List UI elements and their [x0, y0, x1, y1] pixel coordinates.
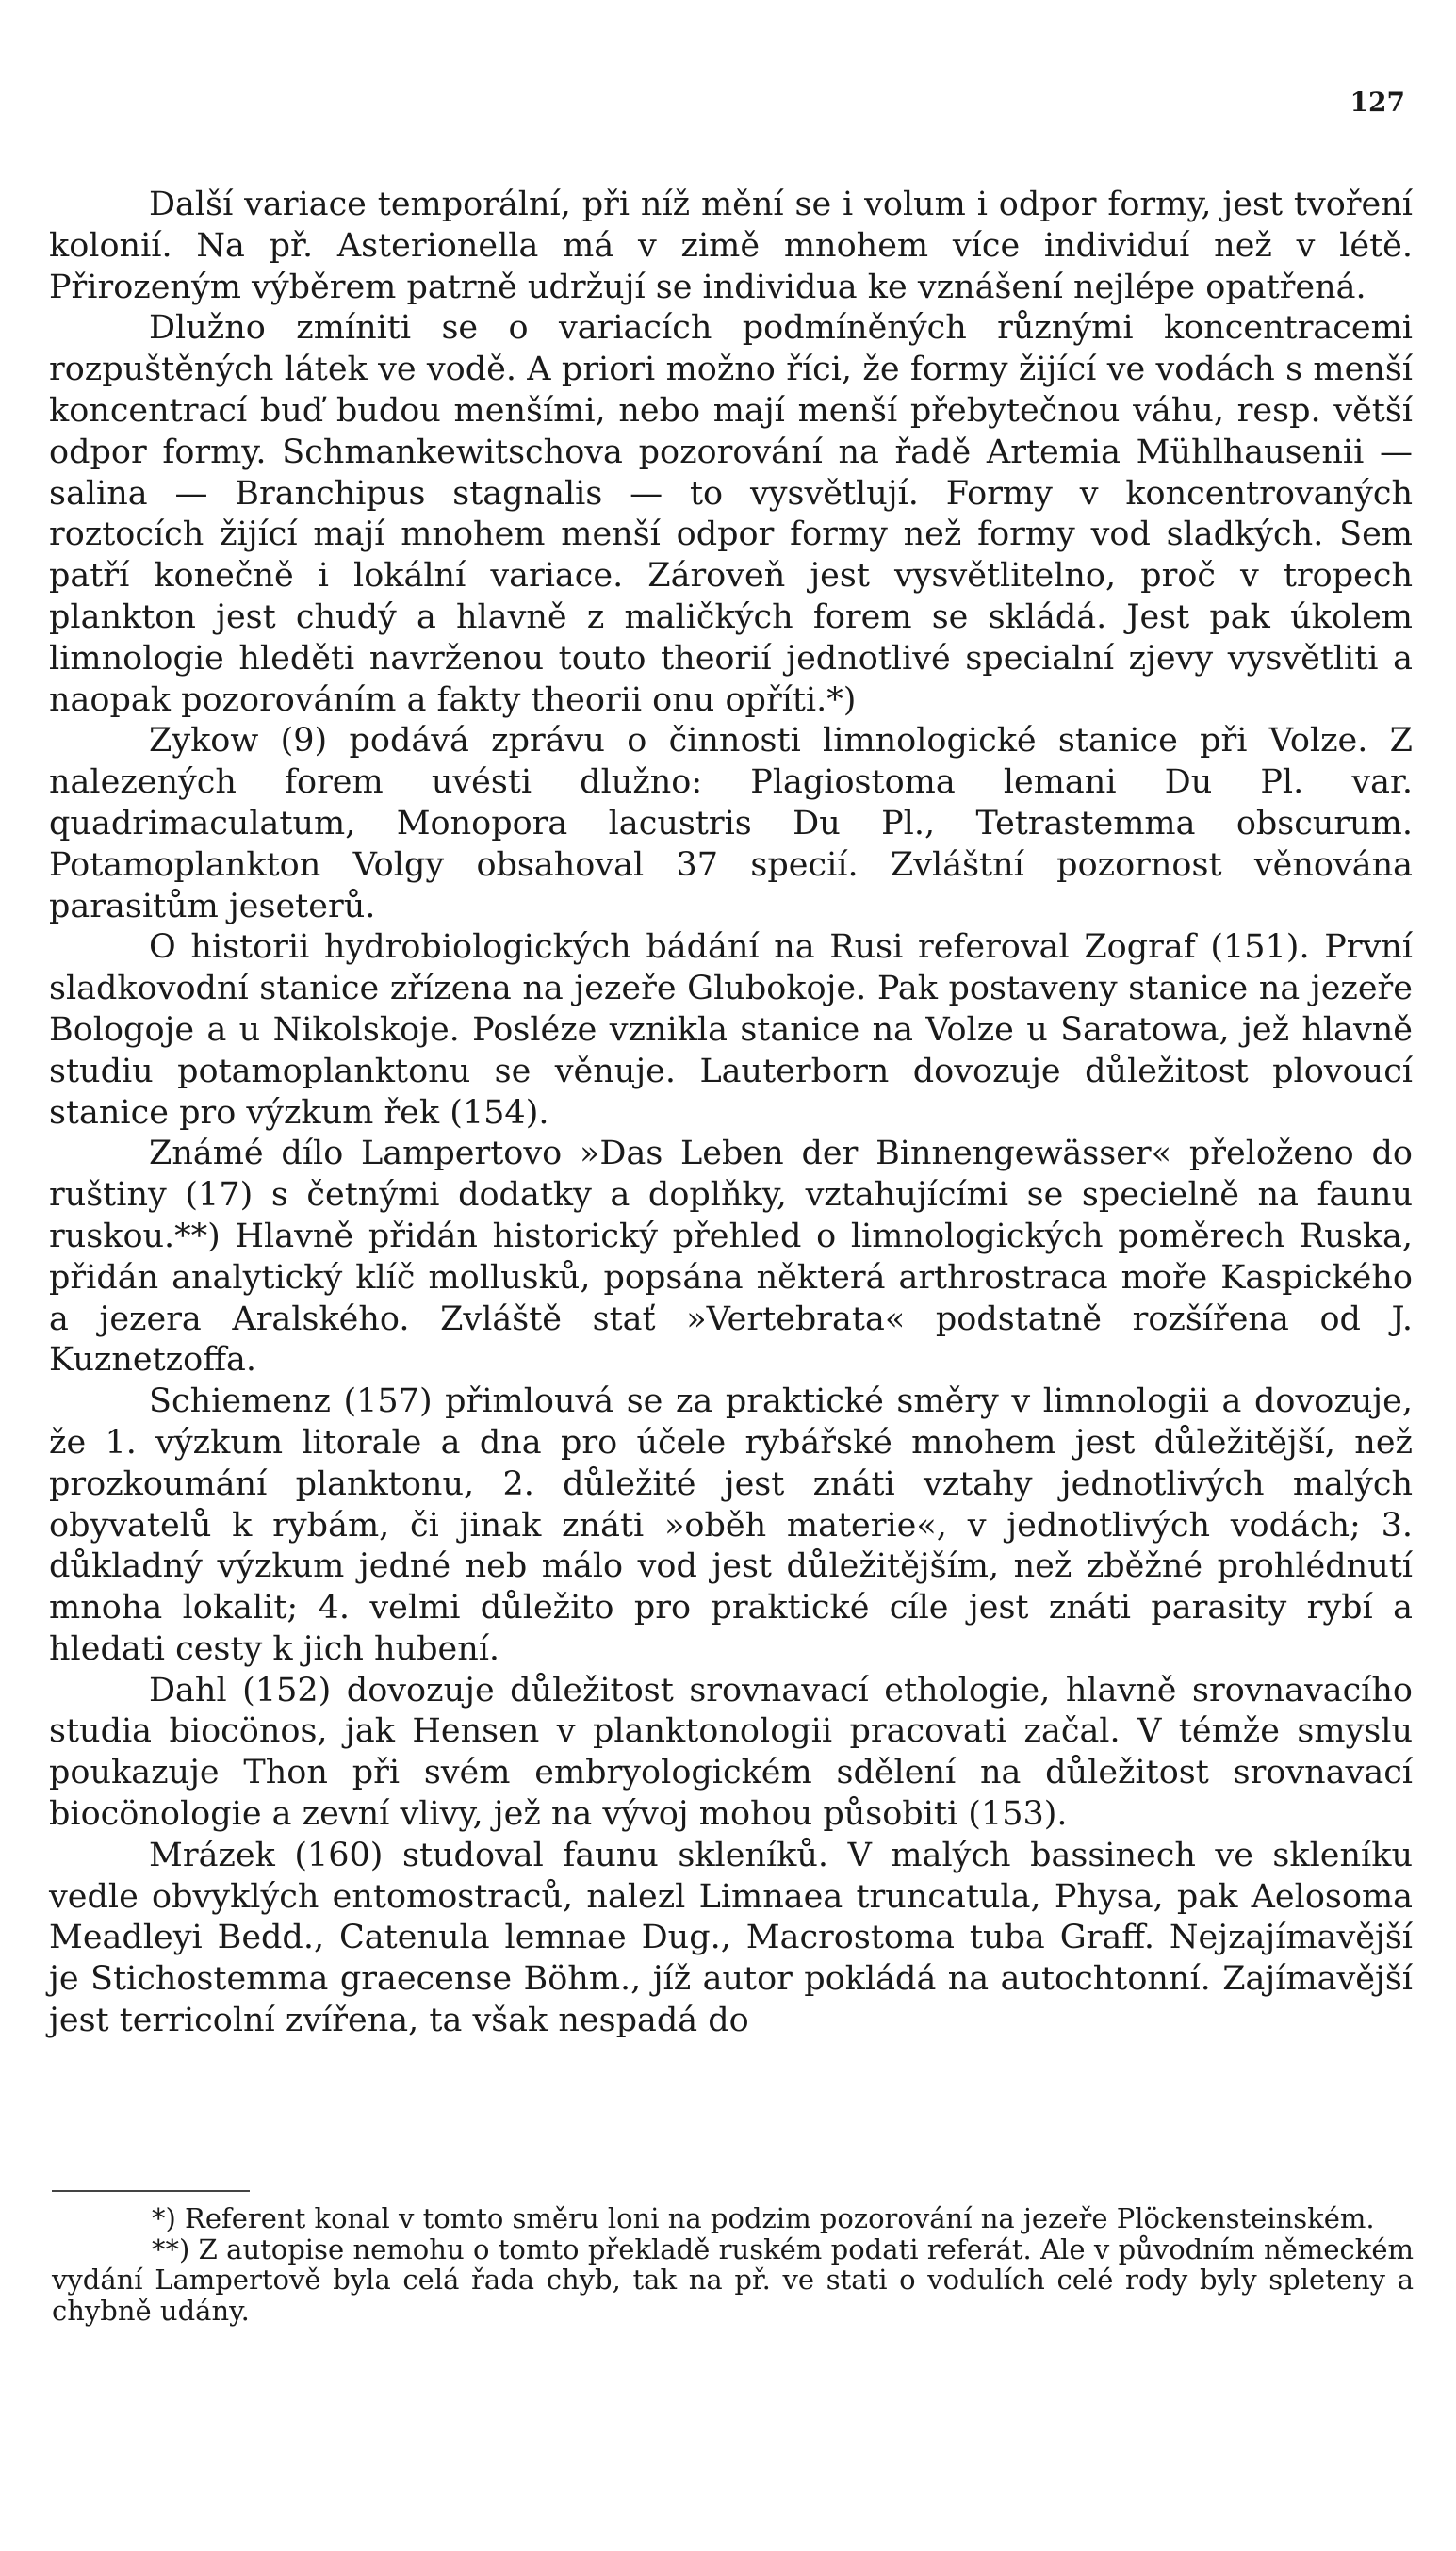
footnote-2: **) Z autopise nemohu o tomto překladě ruském podati referát. Ale v původním německém vydání Lampertově byla celá řada chyb, tak na př. ve stati o vodulích celé rody byly spleteny a chybně udány.	[52, 2232, 1414, 2327]
paragraph-lampert: Známé dílo Lampertovo »Das Leben der Binnengewässer« přeloženo do ruštiny (17) s četnými dodatky a doplňky, vztahujícími se specielně na faunu ruskou.**) Hlavně přidán historický přehled o limnologických poměrech Ruska, přidán analytický klíč mollusků, popsána některá arthrostraca moře Kaspického a jezera Aralského. Zvláště stať »Vertebrata« podstatně rozšířena od J. Kuznetzoffa.	[49, 1135, 1413, 1380]
paragraph-concentration-variation: Dlužno zmíniti se o variacích podmíněných různými koncentracemi rozpuštěných látek ve vodě. A priori možno říci, že formy žijící ve vodách s menší koncentrací buď budou menšími, nebo mají menší přebytečnou váhu, resp. větší odpor formy. Schmankewitschova pozorování na řadě Artemia Mühlhausenii — salina — Branchipus stagnalis — to vysvětlují. Formy v koncentrovaných roztocích žijící mají mnohem menší odpor formy než formy vod sladkých. Sem patří konečně i lokální variace. Zároveň jest vysvětlitelno, proč v tropech plankton jest chudý a hlavně z maličkých forem se skládá. Jest pak úkolem limnologie hleděti navrženou touto theorií jednotlivé specialní zjevy vysvětliti a naopak pozorováním a fakty theorii onu opříti.*)	[49, 309, 1413, 719]
body-text	[49, 185, 1413, 2042]
paragraph-schiemenz: Schiemenz (157) přimlouvá se za praktické směry v limnologii a dovozuje, že 1. výzkum litorale a dna pro účele rybářské mnohem jest důležitější, než prozkoumání planktonu, 2. důležité jest znáti vztahy jednotlivých malých obyvatelů k rybám, či jinak znáti »oběh materie«, v jednotlivých vodách; 3. důkladný výzkum jedné neb málo vod jest důležitějším, než zběžné prohlédnutí mnoha lokalit; 4. velmi důležito pro praktické cíle jest znáti parasity rybí a hledati cesty k jich hubení.	[49, 1382, 1413, 1668]
footnote-1: *) Referent konal v tomto směru loni na podzim pozorování na jezeře Plöckensteinském.	[152, 2202, 1375, 2234]
paragraph-dahl: Dahl (152) dovozuje důležitost srovnavací ethologie, hlavně srovnavacího studia biocönos, jak Hensen v planktonologii pracovati začal. V témže smyslu poukazuje Thon při svém embryologickém sdělení na důležitost srovnavací biocönologie a zevní vlivy, jež na vývoj mohou působiti (153).	[49, 1671, 1413, 1834]
paragraph-temporal-variation: Další variace temporální, při níž mění se i volum i odpor formy, jest tvoření kolonií. Na př. Asterionella má v zimě mnohem více individuí než v létě. Přirozeným výběrem patrně udržují se individua ke vznášení nejlépe opatřená.	[49, 186, 1413, 306]
footnotes	[52, 2203, 1414, 2326]
paragraph-zykow: Zykow (9) podává zprávu o činnosti limnologické stanice při Volze. Z nalezených forem uvésti dlužno: Plagiostoma lemani Du Pl. var. quadrimaculatum, Monopora lacustris Du Pl., Tetrastemma obscurum. Potamoplankton Volgy obsahoval 37 specií. Zvláštní pozornost věnována parasitům jeseterů.	[49, 722, 1413, 925]
paragraph-zograf: O historii hydrobiologických bádání na Rusi referoval Zograf (151). První sladkovodní stanice zřízena na jezeře Glubokoje. Pak postaveny stanice na jezeře Bologoje a u Nikolskoje. Posléze vznikla stanice na Volze u Saratowa, jež hlavně studiu potamoplanktonu se věnuje. Lauterborn dovozuje důležitost plovoucí stanice pro výzkum řek (154).	[49, 928, 1413, 1132]
footnote-divider	[52, 2190, 250, 2192]
paragraph-mrazek: Mrázek (160) studoval faunu skleníků. V malých bassinech ve skleníku vedle obvyklých entomostraců, nalezl Limnaea truncatula, Physa, pak Aelosoma Meadleyi Bedd., Catenula lemnae Dug., Macrostoma tuba Graff. Nejzajímavější je Stichostemma graecense Böhm., jíž autor pokládá na autochtonní. Zajímavější jest terricolní zvířena, ta však nespadá do	[49, 1836, 1413, 2040]
page-number: 127	[1350, 87, 1405, 118]
